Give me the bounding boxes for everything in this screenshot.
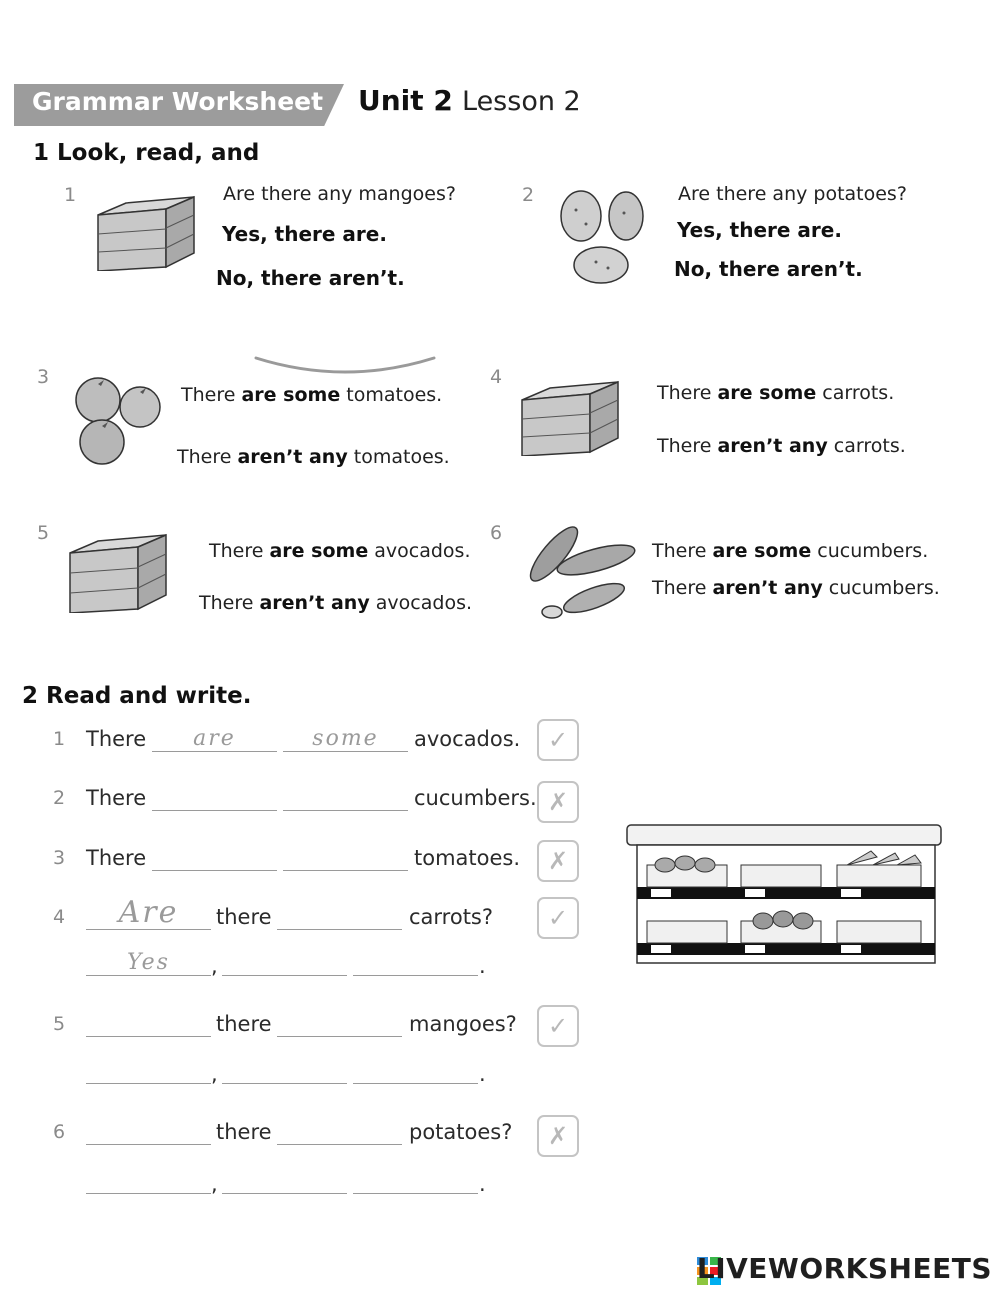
noun: avocados. (374, 540, 471, 562)
word-there: There (657, 382, 712, 404)
section2-heading: 2 Read and write. (22, 683, 252, 709)
key-phrase: aren’t any (259, 592, 370, 614)
answer-input-4e[interactable] (353, 950, 478, 976)
row-end: carrots? (409, 905, 494, 929)
word-there: There (177, 446, 232, 468)
answer-input-6e[interactable] (353, 1168, 478, 1194)
potatoes-picture (556, 188, 646, 288)
answer-input-5c[interactable] (86, 1058, 211, 1084)
worksheet-title: Grammar Worksheet (32, 87, 324, 116)
row-word: There (86, 727, 147, 751)
row-number: 6 (53, 1121, 66, 1143)
answer-input-4d[interactable] (222, 950, 347, 976)
word-there: There (652, 540, 707, 562)
word-there: There (199, 592, 254, 614)
row-number: 4 (53, 906, 66, 928)
period: . (479, 954, 486, 978)
section1-heading: 1 Look, read, and (33, 140, 260, 166)
cucumbers-picture (524, 524, 639, 624)
lesson-label: Lesson 2 (462, 86, 581, 117)
row-end: mangoes? (409, 1012, 517, 1036)
option-some-6[interactable] (652, 540, 928, 562)
drawn-curve (250, 350, 440, 380)
item-number: 4 (490, 366, 503, 388)
option-no-2[interactable]: No, there aren’t. (674, 257, 863, 281)
liveworksheets-logo: LIVEWORKSHEETS (696, 1252, 992, 1285)
answer-input-2a[interactable] (152, 785, 277, 811)
option-some-5[interactable] (209, 540, 471, 562)
word-there: There (209, 540, 264, 562)
item-number: 5 (37, 522, 50, 544)
noun: cucumbers. (828, 577, 940, 599)
key-phrase: are some (717, 382, 817, 404)
row-number: 1 (53, 728, 66, 750)
key-phrase: aren’t any (717, 435, 828, 457)
crate-picture (96, 193, 196, 271)
comma: , (211, 1172, 218, 1196)
option-yes-2[interactable]: Yes, there are. (677, 218, 842, 242)
row-number: 5 (53, 1013, 66, 1035)
noun: carrots. (822, 382, 895, 404)
option-no-1[interactable]: No, there aren’t. (216, 266, 405, 290)
answer-input-6b[interactable] (277, 1119, 402, 1145)
noun: tomatoes. (353, 446, 450, 468)
noun: cucumbers. (817, 540, 929, 562)
word-there: There (657, 435, 712, 457)
question-1: Are there any mangoes? (223, 183, 456, 205)
cross-box: ✗ (537, 1115, 579, 1157)
answer-input-5d[interactable] (222, 1058, 347, 1084)
comma: , (211, 1062, 218, 1086)
question-2: Are there any potatoes? (678, 183, 907, 205)
noun: avocados. (375, 592, 473, 614)
tick-box: ✓ (537, 897, 579, 939)
answer-input-4a[interactable]: Are (86, 896, 211, 930)
option-any-3[interactable] (177, 446, 450, 468)
row-number: 2 (53, 787, 66, 809)
cross-box: ✗ (537, 781, 579, 823)
period: . (479, 1172, 486, 1196)
answer-input-4b[interactable] (277, 904, 402, 930)
tomatoes-picture (72, 372, 167, 467)
word-there: There (652, 577, 707, 599)
key-phrase: aren’t any (712, 577, 823, 599)
crate-picture (520, 378, 620, 456)
comma: , (211, 954, 218, 978)
row-word: there (216, 1120, 272, 1144)
crate-picture (68, 531, 168, 613)
answer-input-6d[interactable] (222, 1168, 347, 1194)
answer-input-5e[interactable] (353, 1058, 478, 1084)
row-end: avocados. (414, 727, 521, 751)
tick-box: ✓ (537, 719, 579, 761)
word-there: There (181, 384, 236, 406)
option-yes-1[interactable]: Yes, there are. (222, 222, 387, 246)
row-word: There (86, 846, 147, 870)
option-some-3[interactable] (181, 384, 442, 406)
answer-input-6c[interactable] (86, 1168, 211, 1194)
answer-input-6a[interactable] (86, 1119, 211, 1145)
item-number: 1 (64, 184, 77, 206)
row-word: There (86, 786, 147, 810)
answer-input-1b[interactable]: some (283, 726, 408, 752)
option-any-4[interactable] (657, 435, 906, 457)
noun: tomatoes. (346, 384, 443, 406)
key-phrase: are some (269, 540, 369, 562)
answer-input-4c[interactable]: Yes (86, 950, 211, 976)
item-number: 2 (522, 184, 535, 206)
unit-label: Unit 2 (358, 84, 453, 117)
produce-shelf-picture (625, 823, 943, 965)
item-number: 3 (37, 366, 50, 388)
row-end: cucumbers. (414, 786, 537, 810)
key-phrase: are some (712, 540, 812, 562)
row-number: 3 (53, 847, 66, 869)
cross-box: ✗ (537, 840, 579, 882)
option-some-4[interactable] (657, 382, 894, 404)
answer-input-3a[interactable] (152, 845, 277, 871)
answer-input-2b[interactable] (283, 785, 408, 811)
row-word: there (216, 1012, 272, 1036)
noun: carrots. (833, 435, 906, 457)
option-any-6[interactable] (652, 577, 940, 599)
answer-input-3b[interactable] (283, 845, 408, 871)
row-end: tomatoes. (414, 846, 521, 870)
item-number: 6 (490, 522, 503, 544)
tick-box: ✓ (537, 1005, 579, 1047)
period: . (479, 1062, 486, 1086)
row-word: there (216, 905, 272, 929)
key-phrase: are some (241, 384, 341, 406)
answer-input-5a[interactable] (86, 1011, 211, 1037)
answer-input-5b[interactable] (277, 1011, 402, 1037)
answer-input-1a[interactable]: are (152, 726, 277, 752)
key-phrase: aren’t any (237, 446, 348, 468)
row-end: potatoes? (409, 1120, 513, 1144)
option-any-5[interactable] (199, 592, 472, 614)
